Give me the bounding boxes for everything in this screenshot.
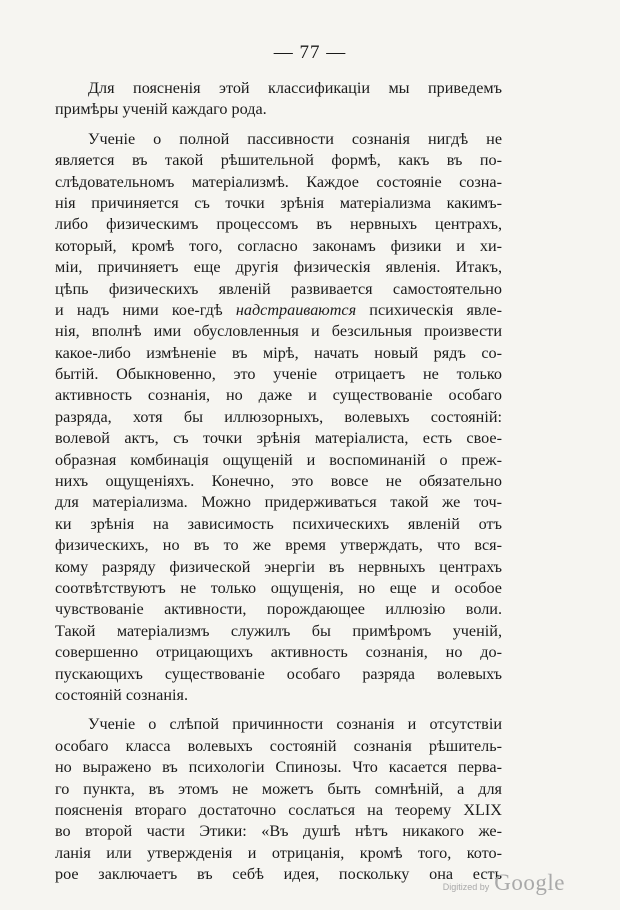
text-line: нихъ ощущеніяхъ. Конечно, это вовсе не обязательно: [55, 472, 502, 491]
watermark-prefix: Digitized by: [442, 882, 490, 892]
text-line: нія причиняется съ точки зрѣнія матеріализма какимъ-: [55, 193, 502, 212]
text-line: поясненія втораго достаточно сослаться на теорему XLIX: [55, 800, 502, 819]
text-line: Для поясненія этой классификаціи мы приведемъ: [88, 79, 502, 97]
text-line: во второй части Этики: «Въ душѣ нѣтъ никакого же-: [55, 822, 502, 841]
text-line: Ученіе о полной пассивности сознанія нигдѣ не: [88, 129, 502, 148]
text-line: бытій. Обыкновенно, это ученіе отрицаетъ не только: [55, 365, 502, 384]
text-line: Ученіе о слѣпой причинности сознанія и отсутствіи: [88, 715, 502, 734]
text-line: слѣдовательномъ матеріализмѣ. Каждое состояніе созна-: [55, 172, 502, 191]
paragraph-3: [55, 714, 502, 885]
text-line: соотвѣтствуютъ не только ощущенія, но еще и особое: [55, 578, 502, 597]
page-number: — 77 —: [273, 42, 347, 63]
text-line: либо физическимъ процессомъ въ нервныхъ центрахъ,: [55, 215, 502, 234]
digitized-by-google-watermark: [443, 870, 565, 896]
text-line: чувствованіе активности, порождающее иллюзію воли.: [55, 600, 502, 619]
text-line: ланія или утвержденія и отрицанія, кромѣ того, кото-: [55, 843, 502, 862]
text-line-with-italic: и надъ ними кое-гдѣ надстраиваются психическія явле-: [55, 300, 502, 319]
text-line: го пункта, въ этомъ не можетъ быть сомнѣній, а для: [55, 779, 502, 798]
paragraph-1: [55, 78, 502, 121]
text-line: міи, причиняетъ еще другія физическія явленія. Итакъ,: [55, 258, 502, 277]
text-line: какое-либо измѣненіе въ мірѣ, начать новый рядъ со-: [55, 343, 502, 362]
text-line: образная комбинація ощущеній и воспоминаній о преж-: [55, 450, 502, 469]
text-line: для матеріализма. Можно придерживаться такой же точ-: [55, 493, 502, 512]
text-line: особаго класса волевыхъ состояній сознанія рѣшитель-: [55, 736, 502, 755]
text-line: Такой матеріализмъ служилъ бы примѣромъ ученій,: [55, 621, 502, 640]
text-line: примѣры ученій каждаго рода.: [55, 100, 267, 119]
text-line: является въ такой рѣшительной формѣ, какъ въ по-: [55, 151, 502, 170]
text-line: совершенно отрицающихъ активность сознанія, но до-: [55, 643, 502, 662]
italic-phrase: надстраиваются: [235, 300, 357, 319]
text-line: волевой актъ, съ точки зрѣнія матеріалиста, есть свое-: [55, 429, 502, 448]
text-line: который, кромѣ того, согласно законамъ физики и хи-: [55, 236, 502, 255]
text-line: физическихъ, но въ то же время утверждать, что вся-: [55, 536, 502, 555]
text-line: нія, вполнѣ ими обусловленныя и безсильныя произвести: [55, 322, 502, 341]
body-text: [55, 78, 502, 885]
text-line: разряда, хотя бы иллюзорныхъ, волевыхъ состояній:: [55, 407, 502, 426]
text-line: но выражено въ психологіи Спинозы. Что касается перва-: [55, 758, 502, 777]
text-line: активность сознанія, но даже и существованіе особаго: [55, 386, 502, 405]
paragraph-2: [55, 129, 502, 707]
text-line: цѣпь физическихъ явленій развивается самостоятельно: [55, 279, 502, 298]
text-line: рое заключаетъ въ себѣ идея, поскольку она есть: [55, 865, 502, 884]
google-logo: Google: [494, 870, 565, 895]
text-line: ки зрѣнія на зависимость психическихъ явленій отъ: [55, 514, 502, 533]
text-line: состояній сознанія.: [55, 685, 189, 704]
text-line: пускающихъ существованіе особаго разряда волевыхъ: [55, 664, 502, 683]
text-line: кому разряду физической энергіи въ нервныхъ центрахъ: [55, 557, 502, 576]
